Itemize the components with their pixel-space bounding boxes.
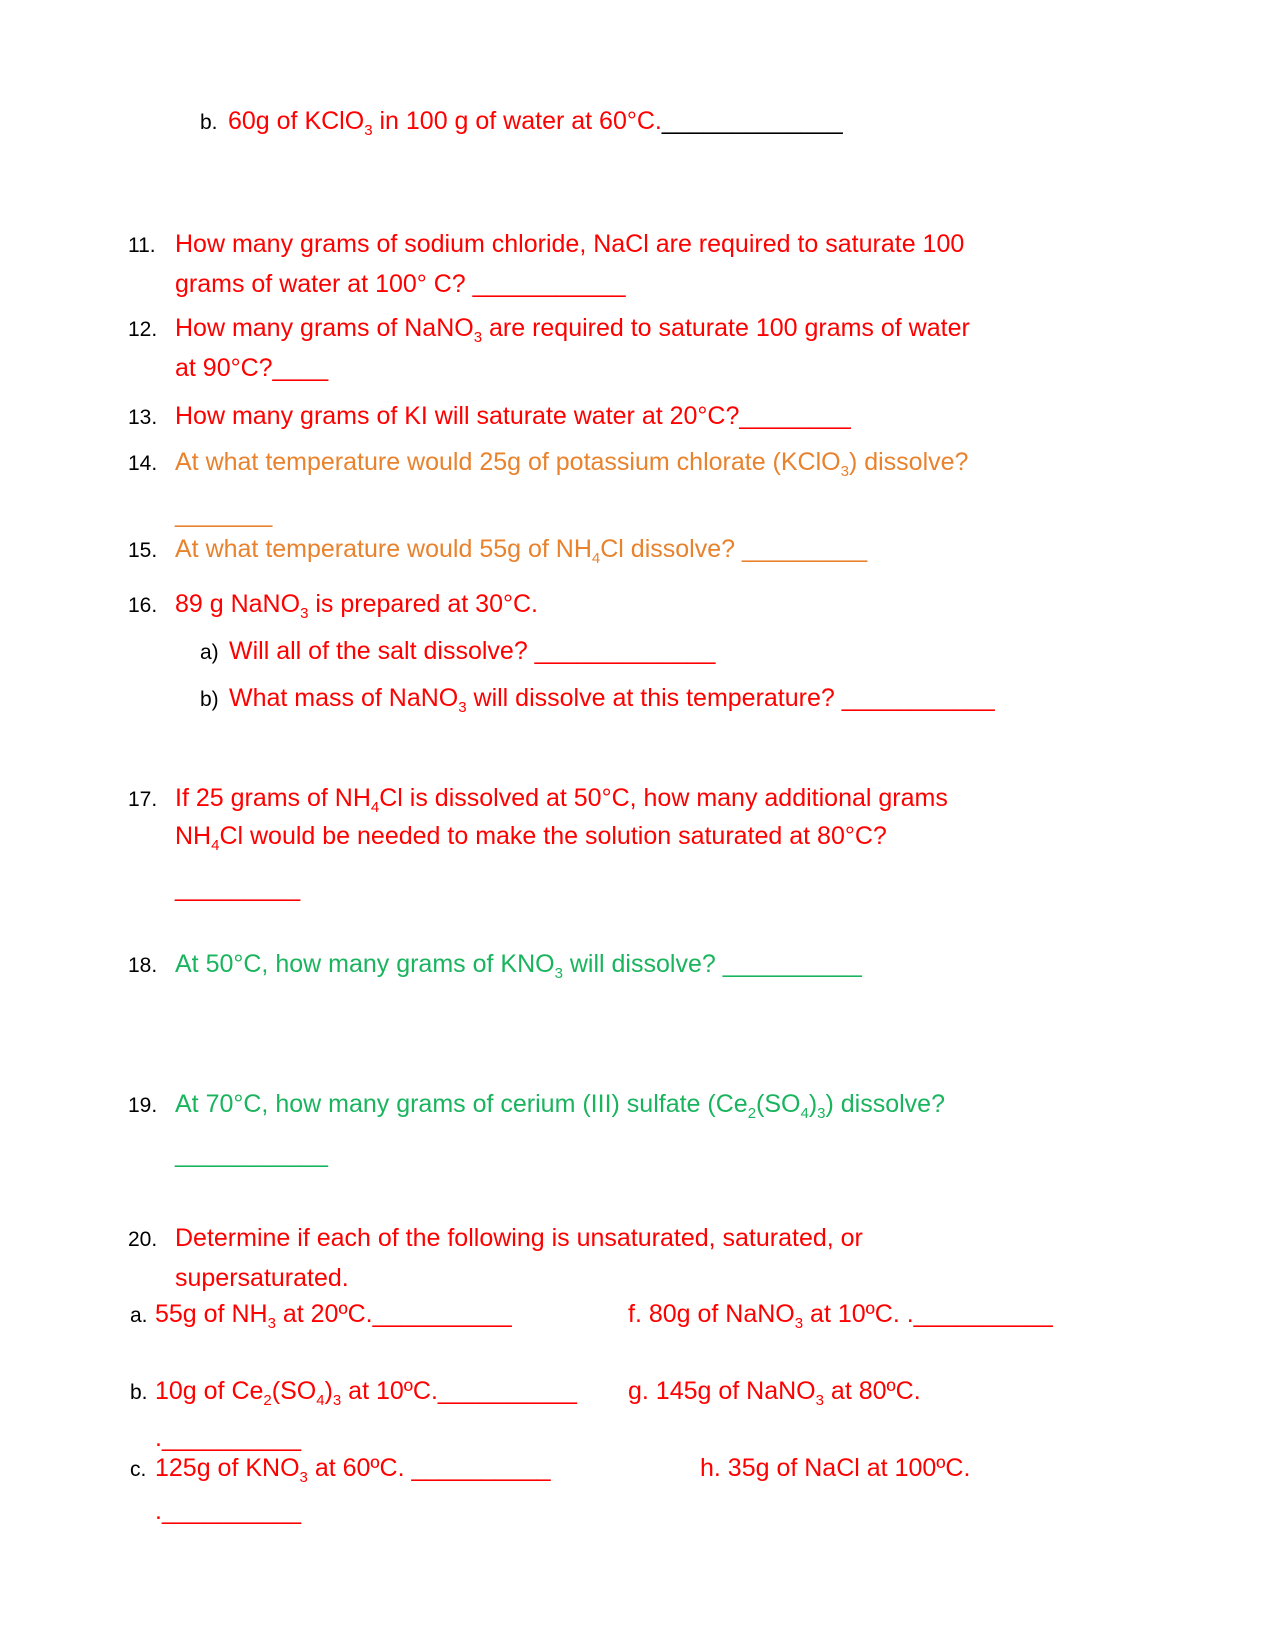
- question-12-line-1-label: 12.: [128, 318, 158, 341]
- question-17-line-2: [175, 820, 887, 852]
- question-14-label: 14.: [128, 452, 158, 475]
- text-segment: (SO: [271, 1377, 317, 1405]
- subscript: 3: [364, 122, 373, 139]
- text-segment: (SO: [756, 1090, 801, 1118]
- text-segment: h. 35g of NaCl at 100ºC.: [700, 1454, 971, 1482]
- text-segment: .__________: [155, 1424, 301, 1452]
- item-20c-label: c.: [130, 1458, 147, 1481]
- text-segment: g. 145g of NaNO: [628, 1377, 816, 1405]
- subscript: 3: [554, 965, 563, 982]
- text-segment: at 80ºC.: [823, 1377, 921, 1405]
- text-segment: .__________: [155, 1497, 301, 1525]
- text-segment: How many grams of sodium chloride, NaCl are required to saturate 100: [175, 230, 965, 258]
- text-segment: _________: [175, 874, 301, 902]
- subscript: 4: [316, 1392, 325, 1409]
- item-b-kclo3: [200, 105, 843, 139]
- question-20-line-1-label: 20.: [128, 1228, 158, 1251]
- item-20b-answer-blank: [155, 1422, 301, 1454]
- question-11-line-2: [175, 268, 626, 300]
- question-16a-label: a): [200, 641, 219, 664]
- question-13: [128, 400, 851, 434]
- text-segment: ): [808, 1090, 818, 1118]
- subscript: 4: [370, 799, 380, 816]
- question-12-line-2: [175, 352, 328, 384]
- text-segment: are required to saturate 100 grams of water: [482, 314, 970, 342]
- subscript: 2: [263, 1392, 272, 1409]
- question-16: [128, 588, 538, 622]
- text-segment: At 50°C, how many grams of KNO: [175, 950, 555, 978]
- item-20c: [130, 1452, 551, 1486]
- subscript: 3: [794, 1315, 804, 1332]
- text-segment: grams of water at 100° C? ___________: [175, 270, 626, 298]
- question-12-line-1: [128, 312, 970, 346]
- text-segment: If 25 grams of NH: [175, 784, 371, 812]
- question-15: [128, 533, 867, 567]
- subscript: 4: [211, 837, 220, 854]
- question-17-answer-blank: [175, 872, 300, 904]
- item-20h: [700, 1452, 970, 1484]
- item-20a-label: a.: [130, 1304, 148, 1327]
- item-20g: [628, 1375, 921, 1407]
- text-segment: at 60ºC. __________: [307, 1454, 551, 1482]
- item-20b-label: b.: [130, 1381, 148, 1404]
- question-14-answer-blank: [175, 498, 272, 530]
- text-segment: at 20ºC.__________: [275, 1300, 512, 1328]
- text-segment: _____________: [661, 107, 843, 135]
- text-segment: at 10ºC.__________: [341, 1377, 577, 1405]
- text-segment: Cl is dissolved at 50°C, how many additional grams: [379, 784, 948, 812]
- question-16a: [200, 635, 715, 669]
- text-segment: _______: [175, 500, 273, 528]
- text-segment: supersaturated.: [175, 1264, 349, 1292]
- subscript: 3: [332, 1392, 342, 1409]
- question-17-line-1: [128, 782, 948, 816]
- question-20-line-1: [128, 1222, 863, 1256]
- text-segment: How many grams of NaNO: [175, 314, 474, 342]
- question-16b-label: b): [200, 688, 219, 711]
- text-segment: will dissolve at this temperature? ___________: [466, 684, 995, 712]
- subscript: 3: [817, 1105, 826, 1122]
- item-20f: [628, 1298, 1053, 1330]
- question-16b: [200, 682, 995, 716]
- text-segment: ) dissolve?: [848, 448, 969, 476]
- question-18-label: 18.: [128, 954, 158, 977]
- text-segment: 10g of Ce: [155, 1377, 264, 1405]
- text-segment: 55g of NH: [155, 1300, 268, 1328]
- subscript: 3: [299, 1469, 308, 1486]
- item-b-kclo3-label: b.: [200, 111, 218, 134]
- question-11-line-1: [128, 228, 964, 262]
- question-19-label: 19.: [128, 1094, 158, 1117]
- text-segment: will dissolve? __________: [562, 950, 862, 978]
- item-20a: [130, 1298, 512, 1332]
- text-segment: What mass of NaNO: [229, 684, 459, 712]
- question-14: [128, 446, 968, 480]
- text-segment: at 90°C?____: [175, 354, 329, 382]
- question-17-line-1-label: 17.: [128, 788, 158, 811]
- question-15-label: 15.: [128, 539, 158, 562]
- question-16-label: 16.: [128, 594, 158, 617]
- text-segment: 60g of KClO: [228, 107, 365, 135]
- text-segment: ) dissolve?: [825, 1090, 945, 1118]
- text-segment: NH: [175, 822, 212, 850]
- text-segment: is prepared at 30°C.: [308, 590, 538, 618]
- text-segment: f. 80g of NaNO: [628, 1300, 795, 1328]
- text-segment: How many grams of KI will saturate water at 20°C?________: [175, 402, 851, 430]
- text-segment: ___________: [175, 1140, 328, 1168]
- question-18: [128, 948, 862, 982]
- question-19-answer-blank: [175, 1138, 328, 1170]
- subscript: 3: [473, 329, 483, 346]
- subscript: 3: [267, 1315, 276, 1332]
- subscript: 4: [800, 1105, 809, 1122]
- subscript: 3: [458, 699, 467, 716]
- text-segment: 89 g NaNO: [175, 590, 301, 618]
- text-segment: Determine if each of the following is unsaturated, saturated, or: [175, 1224, 863, 1252]
- question-11-line-1-label: 11.: [128, 234, 156, 257]
- text-segment: At what temperature would 25g of potassium chlorate (KClO: [175, 448, 841, 476]
- text-segment: Cl dissolve? _________: [600, 535, 868, 563]
- text-segment: 125g of KNO: [155, 1454, 300, 1482]
- text-segment: at 10ºC. .__________: [803, 1300, 1053, 1328]
- text-segment: Will all of the salt dissolve? _____________: [229, 637, 716, 665]
- text-segment: in 100 g of water at 60°C.: [372, 107, 662, 135]
- question-19: [128, 1088, 945, 1122]
- subscript: 4: [591, 550, 601, 567]
- question-20-line-2: [175, 1262, 349, 1294]
- subscript: 3: [815, 1392, 824, 1409]
- question-13-label: 13.: [128, 406, 158, 429]
- subscript: 3: [840, 463, 849, 480]
- text-segment: Cl would be needed to make the solution saturated at 80°C?: [219, 822, 887, 850]
- text-segment: At what temperature would 55g of NH: [175, 535, 592, 563]
- item-20c-answer-blank: [155, 1495, 301, 1527]
- subscript: 3: [300, 605, 309, 622]
- text-segment: ): [324, 1377, 333, 1405]
- subscript: 2: [747, 1105, 757, 1122]
- text-segment: At 70°C, how many grams of cerium (III) sulfate (Ce: [175, 1090, 748, 1118]
- item-20b: [130, 1375, 577, 1409]
